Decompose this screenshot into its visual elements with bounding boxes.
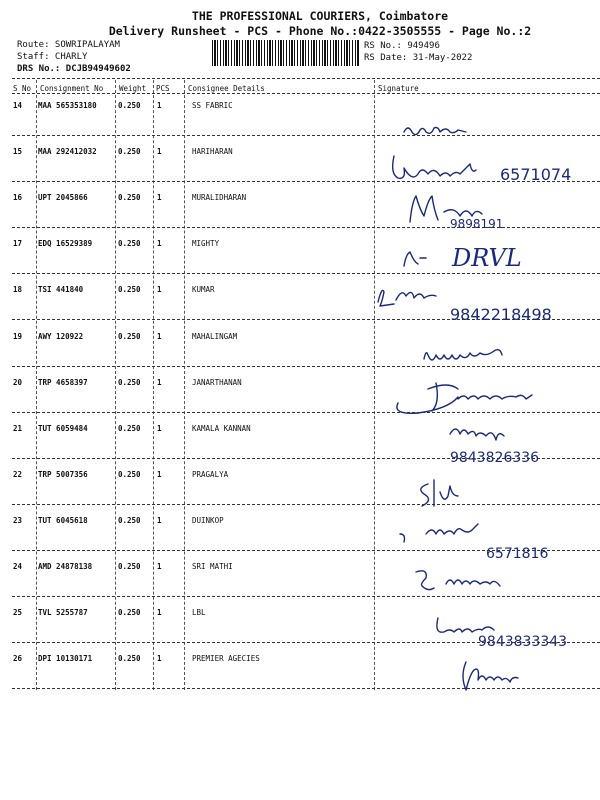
row-sno: 14 — [13, 101, 23, 110]
row-consignment: TUT 6045618 — [38, 516, 88, 525]
row-pcs: 1 — [157, 147, 162, 156]
signature-row16 — [404, 192, 564, 234]
row-consignee: DUINKOP — [192, 516, 224, 525]
signature-row24 — [410, 566, 530, 596]
row-pcs: 1 — [157, 378, 162, 387]
row-weight: 0.250 — [118, 332, 141, 341]
row-weight: 0.250 — [118, 608, 141, 617]
row-consignment: AWY 120922 — [38, 332, 84, 341]
row-consignment: TSI 441840 — [38, 285, 84, 294]
row-pcs: 1 — [157, 424, 162, 433]
signature-row23 — [396, 520, 586, 565]
staff-label: Staff: CHARLY — [17, 52, 88, 62]
row-pcs: 1 — [157, 193, 162, 202]
row-consignee: HARIHARAN — [192, 147, 233, 156]
column-rule — [374, 80, 375, 690]
row-pcs: 1 — [157, 470, 162, 479]
row-sno: 26 — [13, 654, 23, 663]
signature-row17 — [398, 232, 558, 274]
row-consignment: TRP 5007356 — [38, 470, 88, 479]
row-consignee: PRAGALYA — [192, 470, 229, 479]
signature-note-row23: 6571816 — [486, 546, 549, 562]
row-sno: 21 — [13, 424, 23, 433]
row-consignment: MAA 565353180 — [38, 101, 97, 110]
row-sno: 25 — [13, 608, 23, 617]
row-consignee: JANARTHANAN — [192, 378, 242, 387]
col-details: Consignee Details — [188, 84, 265, 93]
rs-date: RS Date: 31-May-2022 — [364, 53, 473, 63]
row-weight: 0.250 — [118, 285, 141, 294]
row-weight: 0.250 — [118, 654, 141, 663]
col-weight: Weight — [119, 84, 147, 93]
signature-row21 — [446, 418, 576, 468]
signature-row26 — [456, 656, 536, 696]
row-consignment: TVL 5255787 — [38, 608, 88, 617]
row-pcs: 1 — [157, 516, 162, 525]
col-signature: Signature — [378, 84, 419, 93]
divider — [12, 78, 600, 79]
row-weight: 0.250 — [118, 239, 141, 248]
route-label: Route: SOWRIPALAYAM — [17, 40, 120, 50]
row-weight: 0.250 — [118, 562, 141, 571]
row-weight: 0.250 — [118, 424, 141, 433]
header-left — [17, 39, 131, 75]
col-pcs: PCS — [156, 84, 170, 93]
signature-note-row15: 6571074 — [500, 165, 572, 184]
signature-row22 — [414, 478, 474, 508]
row-divider — [12, 135, 600, 136]
row-pcs: 1 — [157, 239, 162, 248]
row-divider — [12, 596, 600, 597]
row-weight: 0.250 — [118, 193, 141, 202]
row-weight: 0.250 — [118, 147, 141, 156]
row-consignee: MIGHTY — [192, 239, 220, 248]
row-consignee: SRI MATHI — [192, 562, 233, 571]
signature-row25 — [430, 608, 590, 653]
row-consignment: AMD 24878138 — [38, 562, 93, 571]
signature-row20 — [388, 375, 568, 420]
row-sno: 16 — [13, 193, 23, 202]
column-rule — [184, 80, 185, 690]
row-consignee: LBL — [192, 608, 206, 617]
column-rule — [36, 80, 37, 690]
row-pcs: 1 — [157, 101, 162, 110]
row-weight: 0.250 — [118, 101, 141, 110]
row-consignee: KAMALA KANNAN — [192, 424, 251, 433]
col-consignment: Consignment No — [40, 84, 104, 93]
row-consignment: UPT 2045866 — [38, 193, 88, 202]
row-pcs: 1 — [157, 285, 162, 294]
row-pcs: 1 — [157, 608, 162, 617]
row-sno: 24 — [13, 562, 23, 571]
signature-row14 — [400, 120, 480, 140]
signature-row18 — [372, 280, 582, 325]
row-sno: 20 — [13, 378, 23, 387]
row-weight: 0.250 — [118, 516, 141, 525]
signature-note-row25: 9843833343 — [478, 634, 568, 650]
row-consignee: KUMAR — [192, 285, 215, 294]
row-pcs: 1 — [157, 654, 162, 663]
row-sno: 18 — [13, 285, 23, 294]
signature-row19 — [420, 343, 530, 368]
signature-note-row18: 9842218498 — [450, 305, 552, 324]
divider — [12, 93, 600, 94]
row-consignee: PREMIER AGECIES — [192, 654, 260, 663]
runsheet-title: Delivery Runsheet - PCS - Phone No.:0422-3505555 - Page No.:2 — [108, 24, 532, 38]
signature-note-row16: 9898191 — [450, 217, 504, 231]
col-sno: S No — [13, 84, 32, 93]
drs-number: DRS No.: DCJB94949602 — [17, 64, 131, 74]
row-weight: 0.250 — [118, 470, 141, 479]
row-consignment: EDQ 16529389 — [38, 239, 93, 248]
signature-note-row17: DRVL — [452, 244, 522, 272]
signature-note-row21: 9843826336 — [450, 450, 540, 466]
row-divider — [12, 504, 600, 505]
barcode — [212, 40, 360, 66]
row-consignment: DPI 10130171 — [38, 654, 93, 663]
row-sno: 15 — [13, 147, 23, 156]
row-consignee: MURALIDHARAN — [192, 193, 247, 202]
column-rule — [115, 80, 116, 690]
row-weight: 0.250 — [118, 378, 141, 387]
row-pcs: 1 — [157, 332, 162, 341]
row-consignee: SS FABRIC — [192, 101, 233, 110]
row-consignment: MAA 292412032 — [38, 147, 97, 156]
signature-row15 — [388, 152, 578, 192]
company-title: THE PROFESSIONAL COURIERS, Coimbatore — [191, 9, 449, 23]
row-sno: 22 — [13, 470, 23, 479]
header-right — [364, 40, 472, 64]
row-consignment: TRP 4658397 — [38, 378, 88, 387]
row-sno: 17 — [13, 239, 23, 248]
row-pcs: 1 — [157, 562, 162, 571]
row-sno: 19 — [13, 332, 23, 341]
column-rule — [153, 80, 154, 690]
row-consignment: TUT 6059484 — [38, 424, 88, 433]
row-consignee: MAHALINGAM — [192, 332, 238, 341]
row-sno: 23 — [13, 516, 23, 525]
rs-number: RS No.: 949496 — [364, 41, 440, 51]
